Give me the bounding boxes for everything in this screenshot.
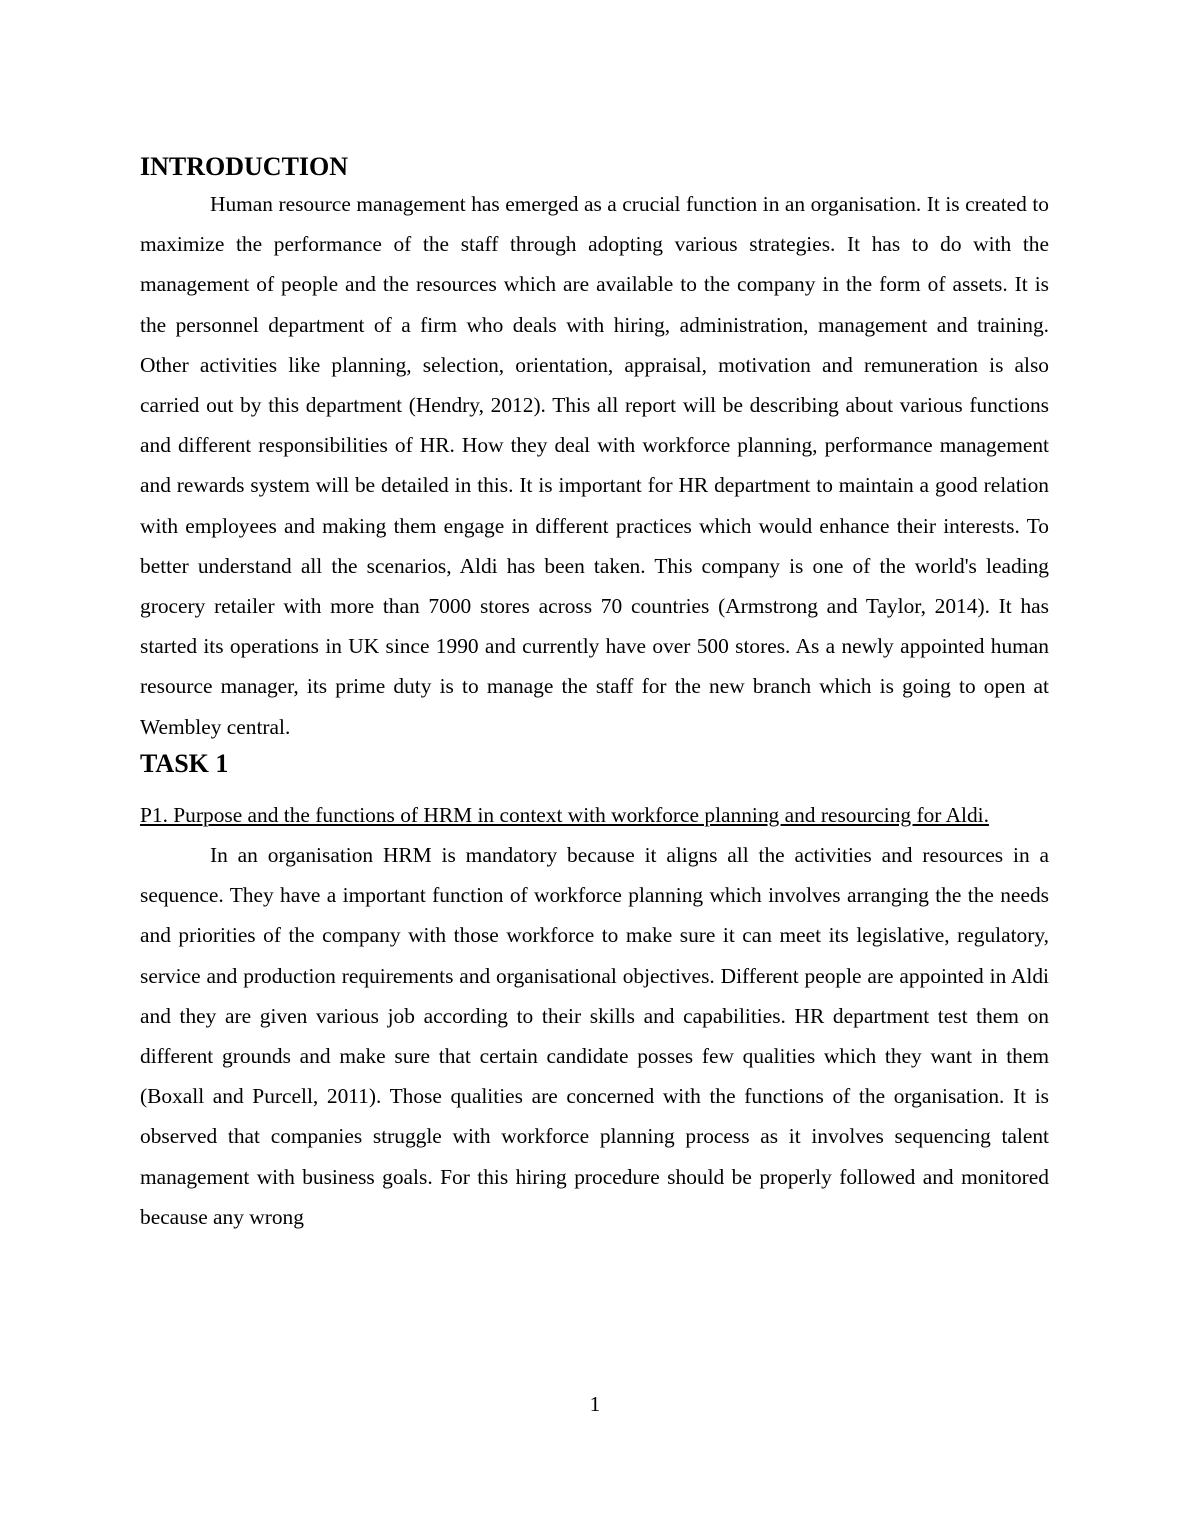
task1-paragraph: In an organisation HRM is mandatory because it aligns all the activities and resources in a sequence. They have a important function of workforce planning which involves arranging the the needs and priorities of the company with those workforce to make sure it can meet its legislative, regulatory, service and production requirements and organisational objectives. Different people are appointed in Aldi and they are given various job according to their skills and capabilities. HR department test them on different grounds and make sure that certain candidate posses few qualities which they want in them (Boxall and Purcell, 2011). Those qualities are concerned with the functions of the organisation. It is observed that companies struggle with workforce planning process as it involves sequencing talent management with business goals. For this hiring procedure should be properly followed and monitored because any wrong bbox=[140, 843, 1049, 1229]
introduction-heading: INTRODUCTION bbox=[140, 152, 349, 181]
task1-heading: TASK 1 bbox=[140, 748, 229, 778]
page-content bbox=[140, 150, 1049, 1237]
task1-subheading: P1. Purpose and the functions of HRM in context with workforce planning and resourcing for Aldi. bbox=[140, 802, 989, 827]
page-number: 1 bbox=[589, 1392, 601, 1416]
introduction-paragraph: Human resource management has emerged as a crucial function in an organisation. It is created to maximize the performance of the staff through adopting various strategies. It has to do with the management of people and the resources which are available to the company in the form of assets. It is the personnel department of a firm who deals with hiring, administration, management and training. Other activities like planning, selection, orientation, appraisal, motivation and remuneration is also carried out by this department (Hendry, 2012). This all report will be describing about various functions and different responsibilities of HR. How they deal with workforce planning, performance management and rewards system will be detailed in this. It is important for HR department to maintain a good relation with employees and making them engage in different practices which would enhance their interests. To better understand all the scenarios, Aldi has been taken. This company is one of the world's leading grocery retailer with more than 7000 stores across 70 countries (Armstrong and Taylor, 2014). It has started its operations in UK since 1990 and currently have over 500 stores. As a newly appointed human resource manager, its prime duty is to manage the staff for the new branch which is going to open at Wembley central. bbox=[140, 192, 1049, 739]
